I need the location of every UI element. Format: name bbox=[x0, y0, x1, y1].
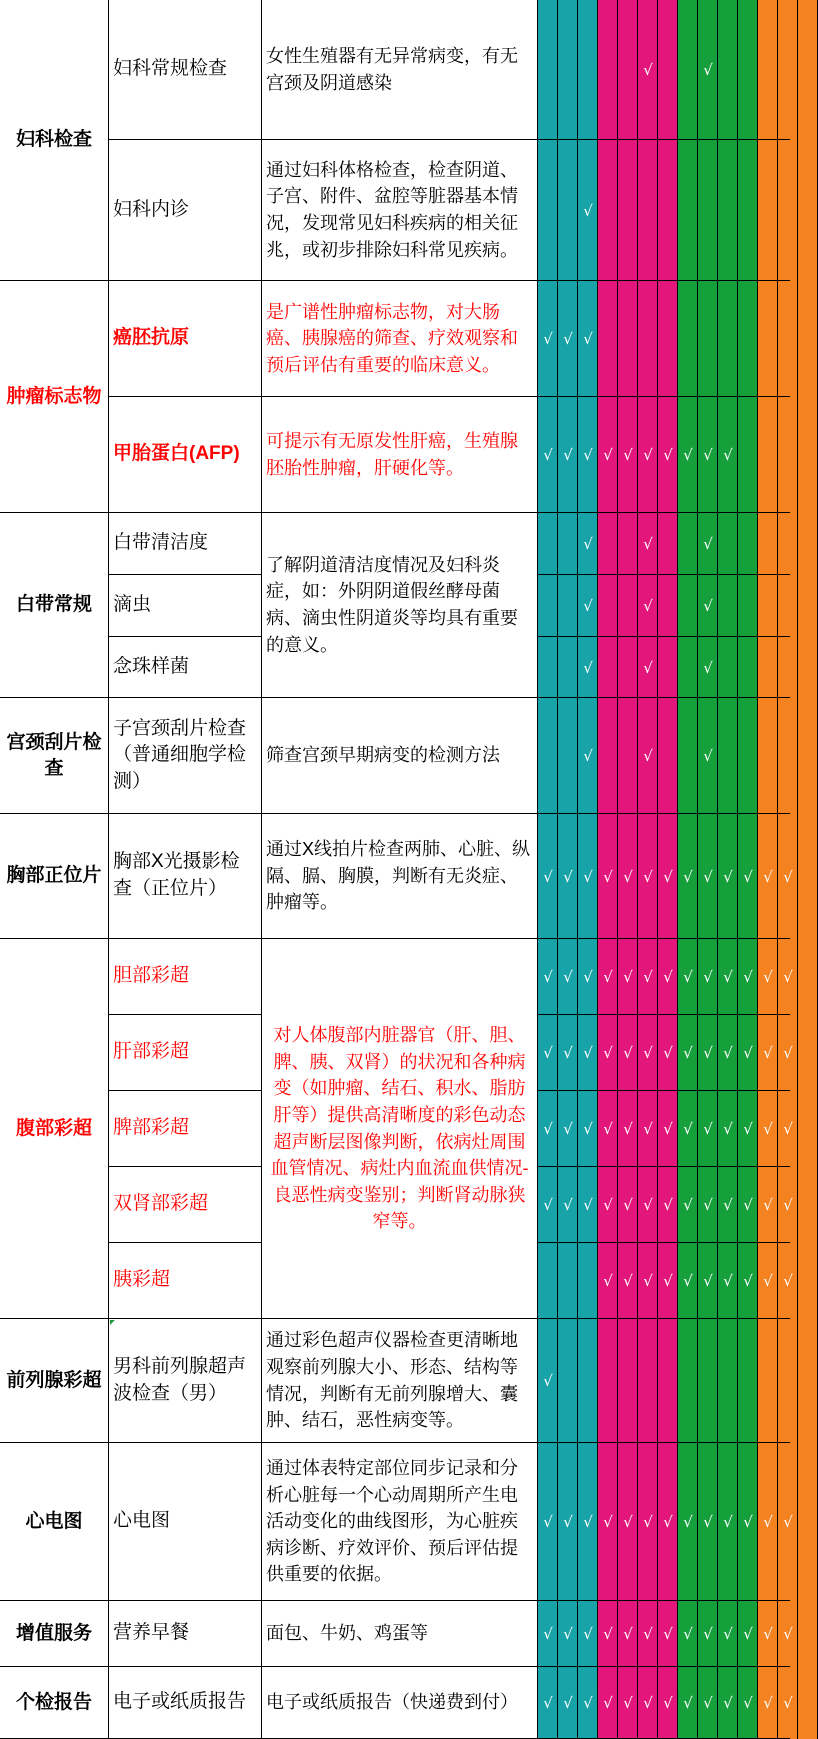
check-mark: √ bbox=[743, 867, 753, 886]
check-mark: √ bbox=[643, 658, 653, 677]
description-text: 电子或纸质报告（快递费到付） bbox=[266, 1692, 518, 1713]
row-separator bbox=[538, 1442, 790, 1443]
check-mark: √ bbox=[703, 747, 713, 765]
check-mark: √ bbox=[743, 1044, 753, 1062]
check-mark: √ bbox=[563, 1044, 573, 1062]
desc-gyn-routine bbox=[262, 0, 538, 140]
check-mark: √ bbox=[543, 1513, 553, 1531]
desc-leucorrhea bbox=[262, 513, 538, 698]
description-text: 女性生殖器有无异常病变，有无宫颈及阴道感染 bbox=[266, 45, 518, 93]
section-label: 个检报告 bbox=[15, 1691, 92, 1713]
section-cervical-smear bbox=[0, 698, 109, 814]
check-mark: √ bbox=[663, 1120, 673, 1138]
check-mark: √ bbox=[743, 1694, 753, 1712]
item-label: 胰彩超 bbox=[113, 1269, 171, 1291]
item-breakfast bbox=[109, 1601, 262, 1667]
section-abdominal-ultrasound bbox=[0, 939, 109, 1319]
desc-cervical-smear bbox=[262, 698, 538, 814]
check-mark: √ bbox=[703, 1196, 713, 1214]
check-mark: √ bbox=[583, 968, 593, 986]
check-mark: √ bbox=[543, 1196, 553, 1214]
check-mark: √ bbox=[763, 867, 773, 886]
check-mark: √ bbox=[583, 597, 593, 615]
check-mark: √ bbox=[763, 1120, 773, 1138]
check-mark: √ bbox=[543, 1372, 553, 1390]
check-mark: √ bbox=[583, 330, 593, 348]
check-mark: √ bbox=[683, 1196, 693, 1214]
check-mark: √ bbox=[603, 1513, 613, 1531]
check-mark: √ bbox=[563, 1513, 573, 1531]
check-mark: √ bbox=[723, 1513, 733, 1531]
item-cea bbox=[109, 281, 262, 397]
section-label: 心电图 bbox=[25, 1510, 83, 1532]
description-text: 通过妇科体格检查，检查阴道、子宫、附件、盆腔等脏器基本情况，发现常见妇科疾病的相关征兆，或初步排除妇科常见疾病。 bbox=[266, 159, 518, 260]
check-mark: √ bbox=[563, 968, 573, 986]
check-mark: √ bbox=[623, 1196, 633, 1214]
item-cervical-smear bbox=[109, 698, 262, 814]
check-mark: √ bbox=[603, 1272, 613, 1290]
check-mark: √ bbox=[543, 968, 553, 986]
check-mark: √ bbox=[643, 446, 653, 464]
item-kidney-ultrasound bbox=[109, 1167, 262, 1243]
row-separator bbox=[538, 1014, 790, 1015]
check-mark: √ bbox=[543, 1694, 553, 1712]
row-separator bbox=[538, 813, 790, 814]
check-mark: √ bbox=[623, 1513, 633, 1531]
item-label: 脾部彩超 bbox=[113, 1117, 190, 1139]
item-label: 双肾部彩超 bbox=[113, 1193, 209, 1215]
check-mark: √ bbox=[583, 1694, 593, 1712]
row-separator bbox=[538, 512, 790, 513]
check-mark: √ bbox=[663, 867, 673, 886]
check-mark: √ bbox=[543, 446, 553, 464]
desc-abdominal-ultrasound bbox=[262, 939, 538, 1319]
description-text: 通过彩色超声仪器检查更清晰地观察前列腺大小、形态、结构等情况，判断有无前列腺增大、囊肿、结石，恶性病变等。 bbox=[266, 1330, 518, 1431]
check-mark: √ bbox=[643, 1044, 653, 1062]
item-label: 子宫颈刮片检查（普通细胞学检测） bbox=[113, 717, 247, 792]
check-mark: √ bbox=[543, 867, 553, 886]
check-mark: √ bbox=[623, 968, 633, 986]
row-separator bbox=[538, 1090, 790, 1091]
item-label: 男科前列腺超声波检查（男） bbox=[113, 1355, 247, 1404]
row-separator bbox=[538, 1600, 790, 1601]
section-label: 前列腺彩超 bbox=[6, 1369, 102, 1391]
item-gyn-routine bbox=[109, 0, 262, 140]
check-mark: √ bbox=[583, 1513, 593, 1531]
section-chest-xray bbox=[0, 814, 109, 939]
description-text: 筛查宫颈早期病变的检测方法 bbox=[266, 745, 500, 766]
check-mark: √ bbox=[603, 1120, 613, 1138]
check-mark: √ bbox=[563, 446, 573, 464]
item-leucorrhea-cleanliness bbox=[109, 513, 262, 575]
check-mark: √ bbox=[603, 968, 613, 986]
check-mark: √ bbox=[723, 1272, 733, 1290]
row-separator bbox=[538, 1242, 790, 1243]
check-mark: √ bbox=[783, 1625, 793, 1643]
row-separator bbox=[538, 1666, 790, 1667]
check-mark: √ bbox=[563, 1120, 573, 1138]
item-trichomonas bbox=[109, 575, 262, 637]
check-mark: √ bbox=[583, 1120, 593, 1138]
check-mark: √ bbox=[783, 1120, 793, 1138]
item-label: 肝部彩超 bbox=[113, 1041, 190, 1063]
check-mark: √ bbox=[703, 658, 713, 677]
section-report bbox=[0, 1667, 109, 1739]
check-mark: √ bbox=[583, 658, 593, 677]
check-mark: √ bbox=[603, 1044, 613, 1062]
check-mark: √ bbox=[603, 867, 613, 886]
row-separator bbox=[538, 139, 790, 140]
section-value-added bbox=[0, 1601, 109, 1667]
check-mark: √ bbox=[643, 1196, 653, 1214]
section-label: 肿瘤标志物 bbox=[6, 385, 102, 407]
item-label: 心电图 bbox=[113, 1510, 171, 1532]
check-mark: √ bbox=[683, 1694, 693, 1712]
check-mark: √ bbox=[703, 867, 713, 886]
check-mark: √ bbox=[763, 1272, 773, 1290]
row-separator bbox=[538, 574, 790, 575]
check-mark: √ bbox=[743, 1625, 753, 1643]
check-mark: √ bbox=[643, 597, 653, 615]
check-mark: √ bbox=[683, 1120, 693, 1138]
check-mark: √ bbox=[643, 1694, 653, 1712]
item-label: 营养早餐 bbox=[113, 1622, 190, 1644]
check-mark: √ bbox=[563, 1625, 573, 1643]
check-mark: √ bbox=[723, 968, 733, 986]
check-mark: √ bbox=[543, 1625, 553, 1643]
item-label: 妇科常规检查 bbox=[113, 58, 228, 80]
item-candida bbox=[109, 637, 262, 698]
item-label: 胆部彩超 bbox=[113, 965, 190, 987]
item-chest-xray bbox=[109, 814, 262, 939]
check-mark: √ bbox=[723, 1044, 733, 1062]
check-mark: √ bbox=[563, 867, 573, 886]
check-mark: √ bbox=[683, 1044, 693, 1062]
check-mark: √ bbox=[543, 1120, 553, 1138]
desc-breakfast bbox=[262, 1601, 538, 1667]
item-label: 滴虫 bbox=[113, 594, 152, 616]
item-pancreas-ultrasound bbox=[109, 1243, 262, 1319]
check-mark: √ bbox=[683, 446, 693, 464]
check-mark: √ bbox=[723, 1120, 733, 1138]
check-mark: √ bbox=[683, 867, 693, 886]
description-text: 了解阴道清洁度情况及妇科炎症，如：外阴阴道假丝酵母菌病、滴虫性阴道炎等均具有重要的意义。 bbox=[266, 554, 518, 655]
check-mark: √ bbox=[683, 1625, 693, 1643]
check-mark: √ bbox=[743, 1120, 753, 1138]
check-mark: √ bbox=[703, 535, 713, 553]
check-mark: √ bbox=[703, 61, 713, 79]
row-separator bbox=[538, 938, 790, 939]
section-label: 增值服务 bbox=[15, 1622, 92, 1644]
check-mark: √ bbox=[723, 1694, 733, 1712]
check-mark: √ bbox=[683, 1513, 693, 1531]
item-label: 妇科内诊 bbox=[113, 198, 190, 220]
check-mark: √ bbox=[583, 1625, 593, 1643]
check-mark: √ bbox=[643, 1272, 653, 1290]
check-mark: √ bbox=[623, 1625, 633, 1643]
check-mark: √ bbox=[623, 867, 633, 886]
section-tumor-markers bbox=[0, 281, 109, 513]
check-mark: √ bbox=[783, 968, 793, 986]
check-mark: √ bbox=[663, 446, 673, 464]
item-spleen-ultrasound bbox=[109, 1091, 262, 1167]
check-mark: √ bbox=[583, 747, 593, 765]
check-mark: √ bbox=[663, 968, 673, 986]
section-gynecology bbox=[0, 0, 109, 281]
check-mark: √ bbox=[783, 1196, 793, 1214]
package-column-14 bbox=[798, 0, 818, 1739]
check-mark: √ bbox=[743, 1196, 753, 1214]
desc-cea bbox=[262, 281, 538, 397]
item-label: 甲胎蛋白(AFP) bbox=[113, 443, 240, 465]
item-liver-ultrasound bbox=[109, 1015, 262, 1091]
section-label: 妇科检查 bbox=[15, 129, 92, 151]
section-label: 腹部彩超 bbox=[15, 1117, 92, 1139]
check-mark: √ bbox=[723, 1625, 733, 1643]
check-mark: √ bbox=[703, 1513, 713, 1531]
desc-chest-xray bbox=[262, 814, 538, 939]
check-mark: √ bbox=[603, 1196, 613, 1214]
section-ecg bbox=[0, 1443, 109, 1601]
row-separator bbox=[538, 396, 790, 397]
check-mark: √ bbox=[643, 867, 653, 886]
check-mark: √ bbox=[703, 446, 713, 464]
check-mark: √ bbox=[583, 535, 593, 553]
check-mark: √ bbox=[763, 1196, 773, 1214]
desc-ecg bbox=[262, 1443, 538, 1601]
cell-corner-marker bbox=[110, 1320, 115, 1325]
check-mark: √ bbox=[603, 1694, 613, 1712]
check-mark: √ bbox=[543, 330, 553, 348]
row-separator bbox=[538, 280, 790, 281]
item-gyn-internal bbox=[109, 140, 262, 281]
section-label: 胸部正位片 bbox=[6, 865, 102, 887]
description-text: 通过体表特定部位同步记录和分析心脏每一个心动周期所产生电活动变化的曲线图形，为心脏疾病诊断、疗效评价、预后评估提供重要的依据。 bbox=[266, 1457, 518, 1585]
section-label: 白带常规 bbox=[15, 594, 92, 616]
check-mark: √ bbox=[723, 867, 733, 886]
check-mark: √ bbox=[643, 747, 653, 765]
check-mark: √ bbox=[623, 1694, 633, 1712]
check-mark: √ bbox=[663, 1196, 673, 1214]
description-text: 可提示有无原发性肝癌，生殖腺胚胎性肿瘤，肝硬化等。 bbox=[266, 430, 518, 478]
section-label: 宫颈刮片检查 bbox=[6, 731, 102, 779]
check-mark: √ bbox=[563, 330, 573, 348]
check-mark: √ bbox=[663, 1694, 673, 1712]
check-mark: √ bbox=[743, 1513, 753, 1531]
check-mark: √ bbox=[723, 1196, 733, 1214]
check-mark: √ bbox=[623, 1044, 633, 1062]
check-mark: √ bbox=[663, 1272, 673, 1290]
item-label: 电子或纸质报告 bbox=[113, 1691, 247, 1713]
row-separator bbox=[538, 1166, 790, 1167]
check-mark: √ bbox=[563, 1694, 573, 1712]
desc-gyn-internal bbox=[262, 140, 538, 281]
check-mark: √ bbox=[543, 1044, 553, 1062]
check-mark: √ bbox=[663, 1625, 673, 1643]
check-mark: √ bbox=[643, 1625, 653, 1643]
check-mark: √ bbox=[583, 446, 593, 464]
check-mark: √ bbox=[563, 1196, 573, 1214]
check-mark: √ bbox=[743, 968, 753, 986]
check-mark: √ bbox=[603, 1625, 613, 1643]
check-mark: √ bbox=[783, 1513, 793, 1531]
check-mark: √ bbox=[783, 867, 793, 886]
check-mark: √ bbox=[763, 968, 773, 986]
check-mark: √ bbox=[583, 1044, 593, 1062]
item-afp bbox=[109, 397, 262, 513]
check-mark: √ bbox=[763, 1044, 773, 1062]
check-mark: √ bbox=[583, 867, 593, 886]
row-separator bbox=[538, 697, 790, 698]
row-separator bbox=[538, 1318, 790, 1319]
item-label: 念珠样菌 bbox=[113, 655, 190, 677]
check-mark: √ bbox=[683, 968, 693, 986]
check-mark: √ bbox=[783, 1272, 793, 1290]
check-mark: √ bbox=[703, 1272, 713, 1290]
check-mark: √ bbox=[703, 1625, 713, 1643]
description-text: 是广谱性肿瘤标志物，对大肠癌、胰腺癌的筛查、疗效观察和预后评估有重要的临床意义。 bbox=[266, 301, 518, 375]
item-gallbladder-ultrasound bbox=[109, 939, 262, 1015]
check-mark: √ bbox=[643, 535, 653, 553]
check-mark: √ bbox=[723, 446, 733, 464]
check-mark: √ bbox=[603, 446, 613, 464]
check-mark: √ bbox=[643, 968, 653, 986]
check-mark: √ bbox=[763, 1625, 773, 1643]
check-mark: √ bbox=[623, 1120, 633, 1138]
check-mark: √ bbox=[583, 201, 593, 220]
check-mark: √ bbox=[783, 1044, 793, 1062]
item-label: 胸部X光摄影检查（正位片） bbox=[113, 851, 240, 899]
check-mark: √ bbox=[703, 968, 713, 986]
check-mark: √ bbox=[623, 446, 633, 464]
check-mark: √ bbox=[703, 1120, 713, 1138]
check-mark: √ bbox=[583, 1196, 593, 1214]
check-mark: √ bbox=[703, 1044, 713, 1062]
item-label: 白带清洁度 bbox=[113, 532, 209, 554]
check-mark: √ bbox=[643, 61, 653, 79]
check-mark: √ bbox=[683, 1272, 693, 1290]
check-mark: √ bbox=[703, 1694, 713, 1712]
description-text: 面包、牛奶、鸡蛋等 bbox=[266, 1623, 428, 1644]
check-mark: √ bbox=[763, 1694, 773, 1712]
check-mark: √ bbox=[703, 597, 713, 615]
section-leucorrhea bbox=[0, 513, 109, 698]
desc-prostate-ultrasound bbox=[262, 1319, 538, 1443]
row-separator bbox=[538, 636, 790, 637]
check-mark: √ bbox=[763, 1513, 773, 1531]
check-mark: √ bbox=[663, 1513, 673, 1531]
check-mark: √ bbox=[623, 1272, 633, 1290]
check-mark: √ bbox=[743, 1272, 753, 1290]
description-text: 对人体腹部内脏器官（肝、胆、脾、胰、双肾）的状况和各种病变（如肿瘤、结石、积水、脂肪肝等）提供高清晰度的彩色动态超声断层图像判断，依病灶周围血管情况、病灶内血流血供情况-良恶性病变鉴别；判断肾动脉狭窄等。 bbox=[270, 1025, 529, 1232]
check-mark: √ bbox=[783, 1694, 793, 1712]
check-mark: √ bbox=[643, 1513, 653, 1531]
check-mark: √ bbox=[643, 1120, 653, 1138]
description-text: 通过X线拍片检查两肺、心脏、纵隔、膈、胸膜，判断有无炎症、肿瘤等。 bbox=[266, 839, 531, 913]
item-ecg bbox=[109, 1443, 262, 1601]
section-prostate-ultrasound bbox=[0, 1319, 109, 1443]
item-prostate-ultrasound bbox=[109, 1319, 262, 1443]
item-report bbox=[109, 1667, 262, 1739]
desc-afp bbox=[262, 397, 538, 513]
desc-report bbox=[262, 1667, 538, 1739]
check-mark: √ bbox=[663, 1044, 673, 1062]
item-label: 癌胚抗原 bbox=[113, 327, 190, 349]
